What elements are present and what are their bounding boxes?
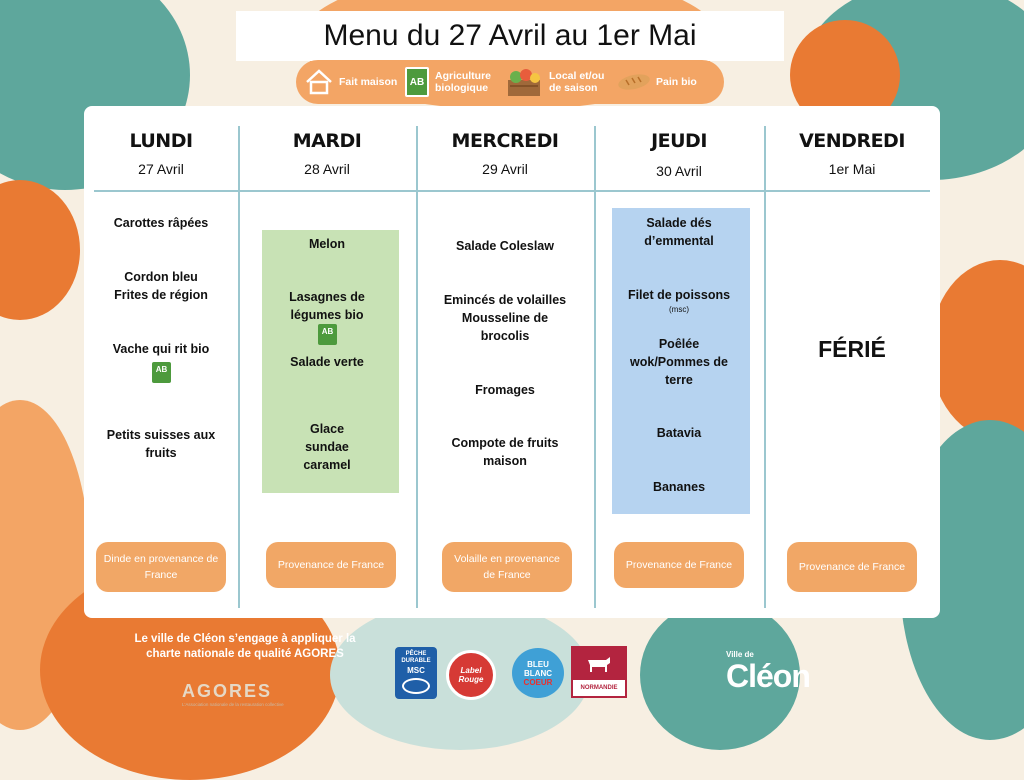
dish: Filet de poissons [627,288,731,302]
fish-icon [402,678,430,694]
eleveurs-text: NORMANDIE [580,685,618,691]
day-name: MARDI [292,130,362,152]
day-name: LUNDI [129,130,193,152]
dish: Batavia [656,426,702,440]
charter-commitment: Le ville de Cléon s’engage à appliquer la charte nationale de qualité AGORES [134,633,356,660]
day-column-mercredi [416,106,594,618]
dish: Vache qui rit bio [112,342,210,356]
day-name: MERCREDI [451,130,559,152]
legend-item-agriculture-bio [405,67,499,97]
provenance-badge: Volaille en provenance de France [442,542,572,592]
bbc-text: BLANC [524,669,552,678]
dish: Lasagnes de légumes bio [289,290,365,322]
provenance-badge: Dinde en provenance de France [96,542,226,592]
legend-item-pain-bio [617,72,718,92]
legend-label: Agriculture biologique [435,70,492,94]
cow-icon [573,648,625,680]
provenance-badge: Provenance de France [787,542,917,592]
bbc-text: BLEU [527,660,549,669]
day-column-jeudi [594,106,764,618]
ab-organic-icon [405,67,429,97]
dish: Compote de fruits maison [451,436,559,468]
legend-label: Fait maison [339,76,398,88]
menu-card [84,106,940,618]
bread-icon [617,72,651,92]
msc-text: MSC [407,666,425,675]
legend-label: Pain bio [656,76,697,88]
background-blob [930,260,1024,440]
cleon-logo: Cléon [726,658,810,694]
dish-note: (msc) [669,305,689,314]
holiday-label: FÉRIÉ [818,336,886,362]
ab-organic-icon: AB [152,362,171,383]
day-name: VENDREDI [799,130,905,152]
bleu-blanc-coeur-logo [512,648,564,698]
provenance-badge: Provenance de France [614,542,744,588]
ab-organic-icon: AB [318,324,337,345]
page-title: Menu du 27 Avril au 1er Mai [236,11,784,61]
dish: Frites de région [114,288,208,302]
ville-de-label: Ville de [726,650,754,659]
day-date: 1er Mai [828,161,876,177]
agores-tagline: L'Association nationale de la restauration collective [182,702,284,707]
agores-logo: AGORES [182,681,273,701]
house-icon [304,67,334,97]
dish: Salade dés d’emmental [644,216,714,248]
dish: Bananes [652,480,706,494]
dish: Salade verte [290,355,364,369]
day-date: 27 Avril [138,161,184,177]
day-name: JEUDI [651,130,707,152]
dish: Poêlée wok/Pommes de terre [630,337,728,387]
day-column-lundi [84,106,238,618]
dish: Cordon bleu [124,270,198,284]
label-rouge-text: Label Rouge [458,666,484,684]
day-column-mardi [238,106,416,618]
dish: Emincés de volailles [443,293,567,307]
day-date: 30 Avril [656,163,702,179]
day-date: 28 Avril [304,161,350,177]
dish: Melon [308,237,346,251]
legend-item-local [505,66,613,98]
label-rouge-logo [446,650,496,700]
day-column-vendredi [764,106,940,618]
dish: Carottes râpées [113,216,209,230]
msc-logo [395,647,437,699]
legend-item-fait-maison [304,67,401,97]
dish: Mousseline de brocolis [461,311,549,343]
eleveurs-normandie-logo [571,646,627,698]
bbc-text: COEUR [523,678,553,687]
legend-bar [296,60,724,104]
ab-badge-text: AB [407,69,427,95]
dish: Glace sundae caramel [303,422,351,472]
dish: Fromages [475,383,535,397]
day-date: 29 Avril [482,161,528,177]
vegetable-crate-icon [505,66,543,98]
dish: Salade Coleslaw [456,239,554,253]
provenance-badge: Provenance de France [266,542,396,588]
background-blob [0,180,80,320]
msc-text: DURABLE [401,658,431,664]
legend-label: Local et/ou de saison [549,70,605,94]
msc-text: PÊCHE [405,651,427,657]
dish: Petits suisses aux fruits [106,428,216,460]
